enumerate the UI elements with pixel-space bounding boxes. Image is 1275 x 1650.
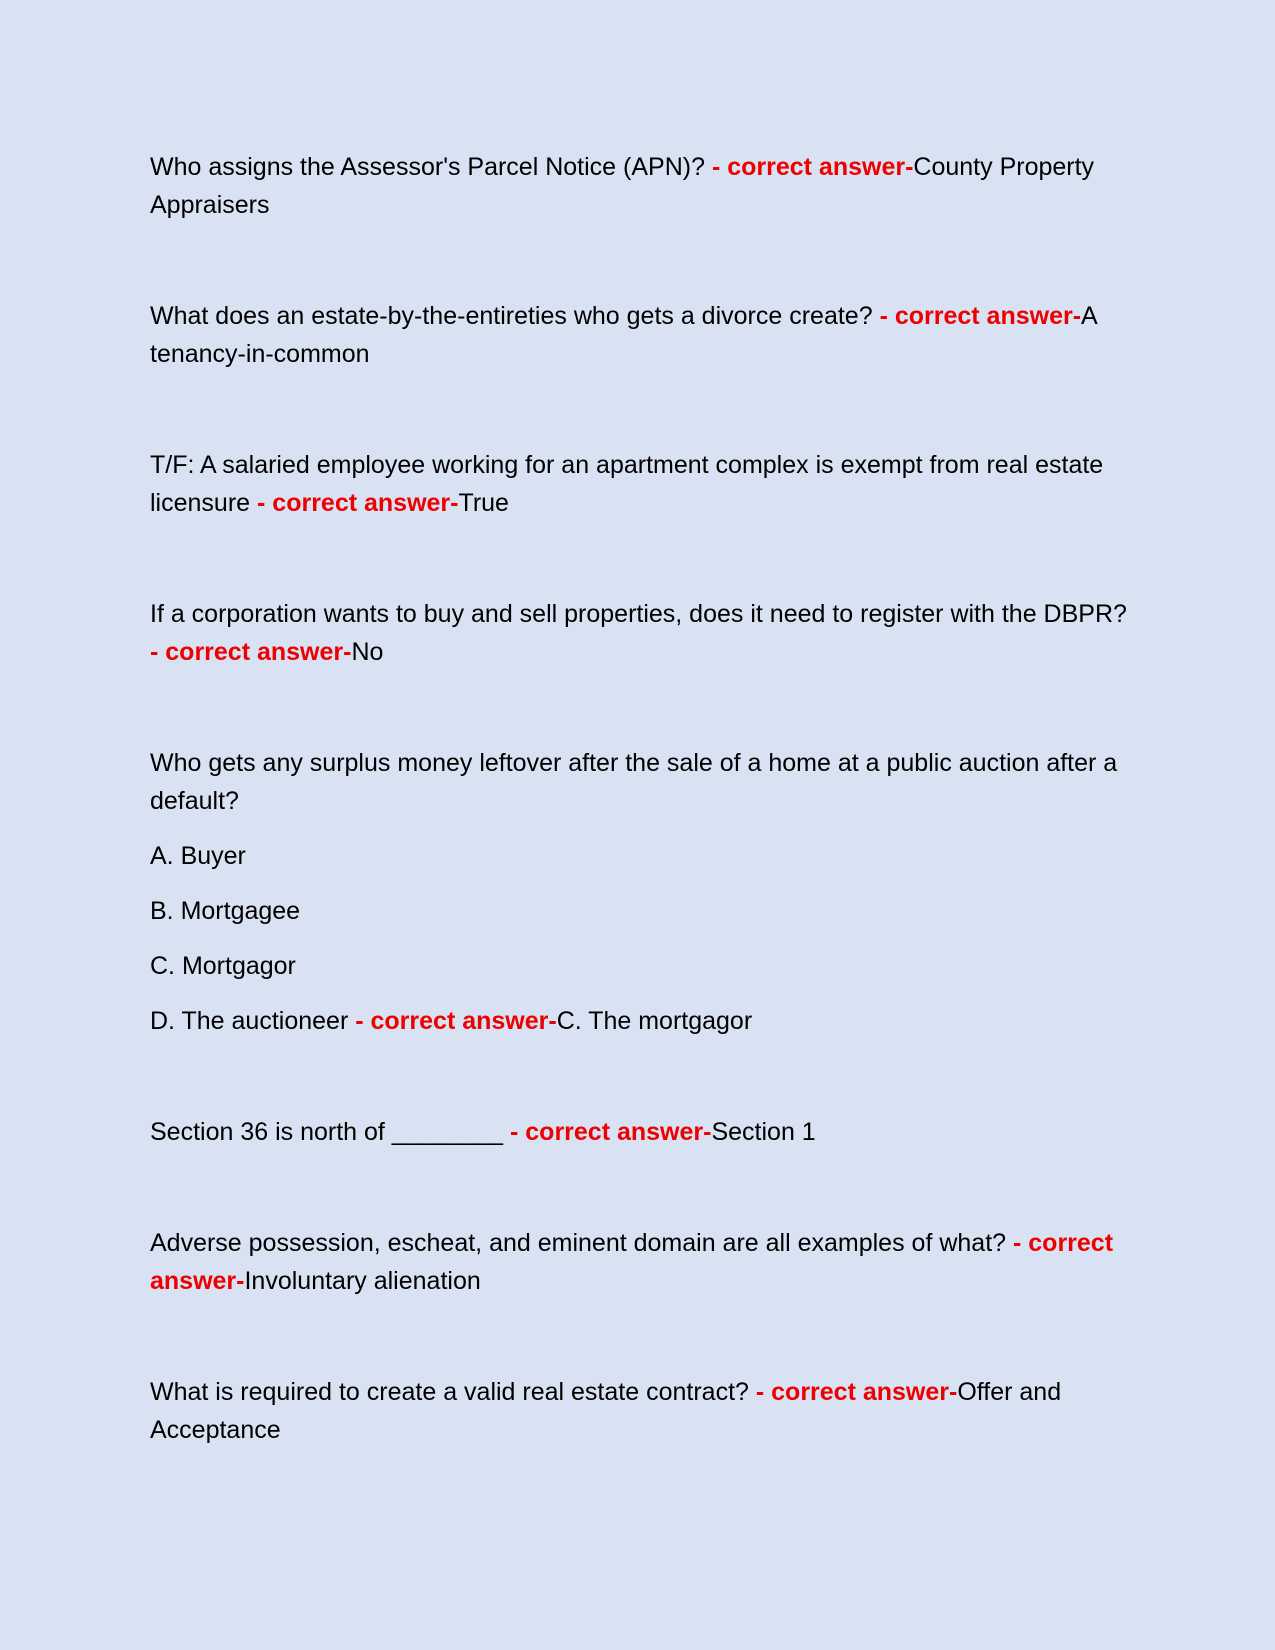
option-d: D. The auctioneer	[150, 1007, 349, 1035]
question-text: What is required to create a valid real estate contract?	[150, 1378, 749, 1406]
qa-text	[150, 1224, 1135, 1300]
option-a: A. Buyer	[150, 842, 246, 870]
answer-text: Offer and Acceptance	[150, 1378, 1062, 1444]
qa-item	[150, 148, 1135, 224]
correct-answer-marker: - correct answer-	[150, 1229, 1114, 1295]
question-text: If a corporation wants to buy and sell properties, does it need to register with the DBPR?	[150, 600, 1127, 628]
option-c: C. Mortgagor	[150, 952, 296, 980]
answer-text: County Property Appraisers	[150, 153, 1095, 219]
correct-answer-marker: - correct answer-	[150, 638, 352, 666]
answer-text: No	[351, 638, 384, 666]
answer-text: A tenancy-in-common	[150, 302, 1097, 368]
answer-text: True	[458, 489, 509, 517]
qa-text	[150, 446, 1135, 522]
qa-item	[150, 446, 1135, 522]
qa-text	[150, 1373, 1135, 1449]
option-b: B. Mortgagee	[150, 897, 301, 925]
qa-item	[150, 1224, 1135, 1300]
qa-text	[150, 297, 1135, 373]
question-text: T/F: A salaried employee working for an apartment complex is exempt from real estate licensure	[150, 451, 1104, 517]
question-text: Who assigns the Assessor's Parcel Notice (APN)?	[150, 153, 705, 181]
correct-answer-marker: - correct answer-	[711, 153, 914, 181]
qa-text	[150, 595, 1135, 671]
qa-list	[150, 148, 1135, 1522]
answer-text: C. The mortgagor	[556, 1007, 753, 1035]
answer-text: Section 1	[711, 1118, 816, 1146]
question-text: Who gets any surplus money leftover after the sale of a home at a public auction after a default?	[150, 749, 1118, 815]
qa-item	[150, 297, 1135, 373]
correct-answer-marker: - correct answer-	[510, 1118, 712, 1146]
qa-item	[150, 1373, 1135, 1449]
question-text: Section 36 is north of ________	[150, 1118, 504, 1146]
correct-answer-marker: - correct answer-	[879, 302, 1082, 330]
answer-text: Involuntary alienation	[244, 1267, 481, 1295]
question-text: What does an estate-by-the-entireties who gets a divorce create?	[150, 302, 873, 330]
qa-text	[150, 1113, 1135, 1151]
question-text: Adverse possession, escheat, and eminent domain are all examples of what?	[150, 1229, 1007, 1257]
qa-item	[150, 1113, 1135, 1151]
qa-item	[150, 595, 1135, 671]
correct-answer-marker: - correct answer-	[355, 1007, 557, 1035]
correct-answer-marker: - correct answer-	[755, 1378, 958, 1406]
correct-answer-marker: - correct answer-	[257, 489, 459, 517]
option-d-with-answer	[150, 1002, 1135, 1040]
qa-item	[150, 744, 1135, 1040]
qa-text	[150, 148, 1135, 224]
